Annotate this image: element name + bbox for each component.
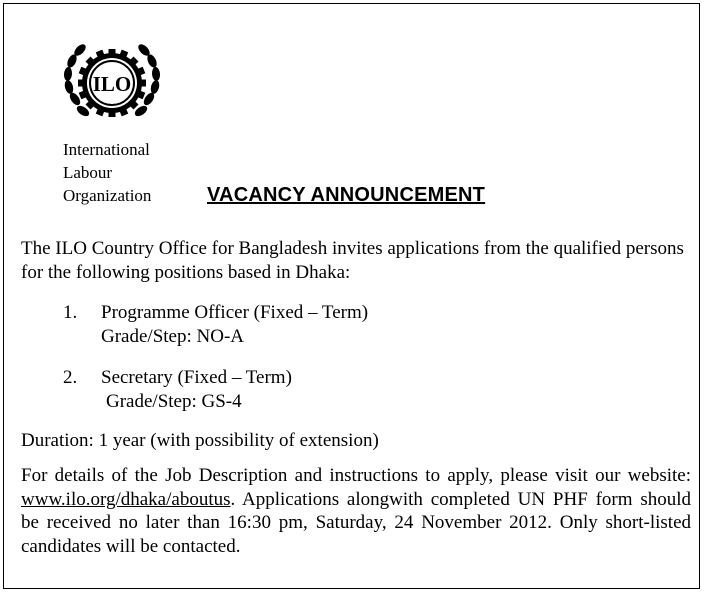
position-number: 1. [63,302,78,323]
page-title: VACANCY ANNOUNCEMENT [207,184,486,206]
duration-text: Duration: 1 year (with possibility of extension) [21,430,379,451]
logo-text: ILO [92,72,132,96]
website-link[interactable]: www.ilo.org/dhaka/aboutus [21,488,231,510]
organization-line-3: Organization [63,186,152,205]
announcement-frame [3,3,700,589]
position-title: Programme Officer (Fixed – Term) [101,302,369,323]
position-grade: Grade/Step: NO-A [101,326,244,347]
organization-line-1: International [63,140,150,159]
organization-name [63,138,151,207]
ilo-emblem-icon [57,37,167,129]
position-title: Secretary (Fixed – Term) [101,367,292,388]
intro-paragraph: The ILO Country Office for Bangladesh invites applications from the qualified persons for the following positions based in Dhaka: [21,238,684,283]
position-number: 2. [63,367,78,388]
details-paragraph [21,464,691,558]
details-text-start: For details of the Job Description and instructions to apply, please visit our website: [21,465,691,486]
position-grade: Grade/Step: GS-4 [106,391,242,412]
organization-line-2: Labour [63,163,113,182]
details-text-end: . Applications alongwith completed UN PHF form should be received no later than 16:30 pm, Saturday, 24 November 2012. Only short-listed candidates will be contacted. [21,488,691,557]
